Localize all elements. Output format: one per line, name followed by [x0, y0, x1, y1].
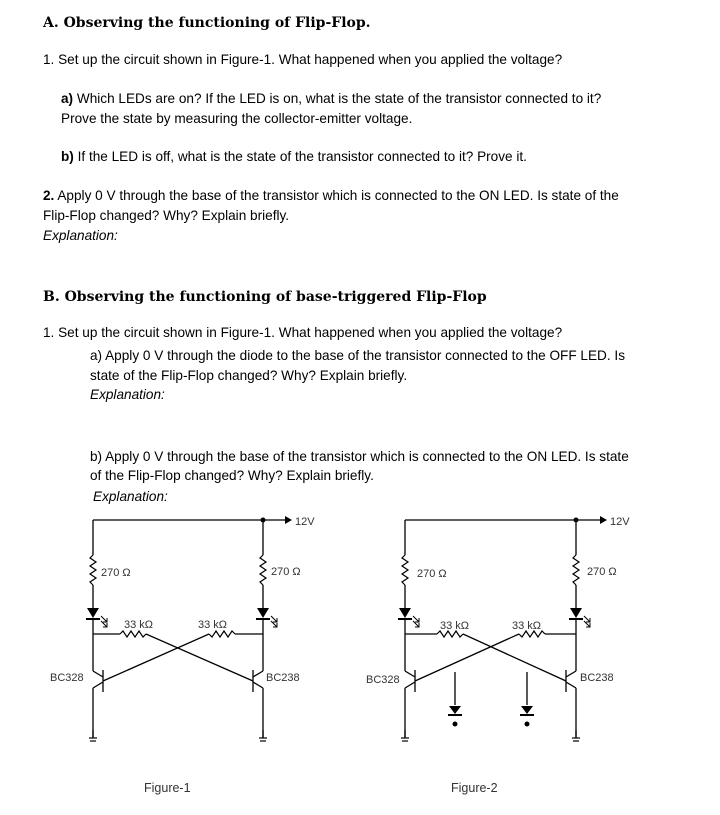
- ground-icon: [572, 730, 580, 741]
- transistor-icon: [253, 670, 263, 692]
- resistor-icon: [90, 555, 96, 585]
- section-b-question-1: 1. Set up the circuit shown in Figure-1. What happened when you applied the voltage?: [43, 325, 563, 340]
- section-a-heading: A. Observing the functioning of Flip-Flop.: [43, 15, 371, 31]
- led-icon: [398, 608, 419, 627]
- resistor-label: 270 Ω: [587, 566, 617, 578]
- section-a-question-1a: [61, 89, 601, 109]
- resistor-label: 33 kΩ: [198, 619, 228, 631]
- section-b-question-b-line2: of the Flip-Flop changed? Why? Explain briefly.: [90, 468, 374, 483]
- trigger-node: [453, 722, 458, 727]
- led-icon: [256, 608, 277, 627]
- section-a-question-1b: [61, 147, 527, 167]
- section-b-heading: B. Observing the functioning of base-triggered Flip-Flop: [43, 289, 487, 305]
- section-b-question-b: b) Apply 0 V through the base of the transistor which is connected to the ON LED. Is state: [90, 449, 629, 464]
- figure-1-circuit: [86, 516, 292, 741]
- transistor-icon: [405, 670, 415, 692]
- question-text: Apply 0 V through the base of the transistor which is connected to the ON LED. Is state of the: [54, 188, 619, 203]
- transistor-icon: [93, 670, 103, 692]
- resistor-label: 33 kΩ: [124, 619, 154, 631]
- resistor-label: 270 Ω: [417, 568, 447, 580]
- circuit-figures: [0, 500, 720, 815]
- diode-icon: [448, 706, 462, 715]
- figure-caption: Figure-1: [144, 781, 191, 795]
- section-a-question-2-line2: Flip-Flop changed? Why? Explain briefly.: [43, 208, 290, 223]
- supply-label: 12V: [610, 516, 630, 528]
- question-text: Which LEDs are on? If the LED is on, what is the state of the transistor connected to it?: [73, 91, 602, 106]
- diode-icon: [520, 706, 534, 715]
- resistor-icon: [402, 555, 408, 585]
- resistor-label: 33 kΩ: [512, 620, 542, 632]
- transistor-icon: [566, 670, 576, 692]
- section-a-question-2: [43, 186, 619, 206]
- resistor-label: 33 kΩ: [440, 620, 470, 632]
- trigger-node: [525, 722, 530, 727]
- resistor-icon: [120, 631, 146, 637]
- transistor-label: BC328: [50, 672, 84, 684]
- ground-icon: [401, 730, 409, 741]
- question-label: a): [61, 91, 74, 106]
- explanation-label: Explanation:: [90, 387, 165, 402]
- supply-label: 12V: [295, 516, 315, 528]
- led-icon: [569, 608, 590, 627]
- transistor-label: BC328: [366, 674, 400, 686]
- transistor-label: BC238: [266, 672, 300, 684]
- transistor-label: BC238: [580, 672, 614, 684]
- resistor-icon: [260, 555, 266, 585]
- figure-caption: Figure-2: [451, 781, 498, 795]
- supply-arrow-icon: [285, 516, 292, 524]
- section-a-question-1: 1. Set up the circuit shown in Figure-1. What happened when you applied the voltage?: [43, 52, 563, 67]
- explanation-label: Explanation:: [93, 489, 168, 504]
- supply-arrow-icon: [600, 516, 607, 524]
- question-text: If the LED is off, what is the state of the transistor connected to it? Prove it.: [73, 149, 527, 164]
- section-a-question-1a-line2: Prove the state by measuring the collector-emitter voltage.: [61, 111, 413, 126]
- figure-2-circuit: [398, 516, 607, 741]
- ground-icon: [89, 730, 97, 741]
- resistor-icon: [209, 631, 235, 637]
- explanation-label: Explanation:: [43, 228, 118, 243]
- question-label: 2.: [43, 188, 55, 203]
- section-b-question-a-line2: state of the Flip-Flop changed? Why? Explain briefly.: [90, 368, 408, 383]
- ground-icon: [259, 730, 267, 741]
- led-icon: [86, 608, 107, 627]
- resistor-icon: [573, 555, 579, 585]
- question-label: b): [61, 149, 74, 164]
- resistor-label: 270 Ω: [101, 567, 131, 579]
- section-b-question-a: a) Apply 0 V through the diode to the base of the transistor connected to the OFF LED. Is: [90, 348, 626, 363]
- resistor-label: 270 Ω: [271, 566, 301, 578]
